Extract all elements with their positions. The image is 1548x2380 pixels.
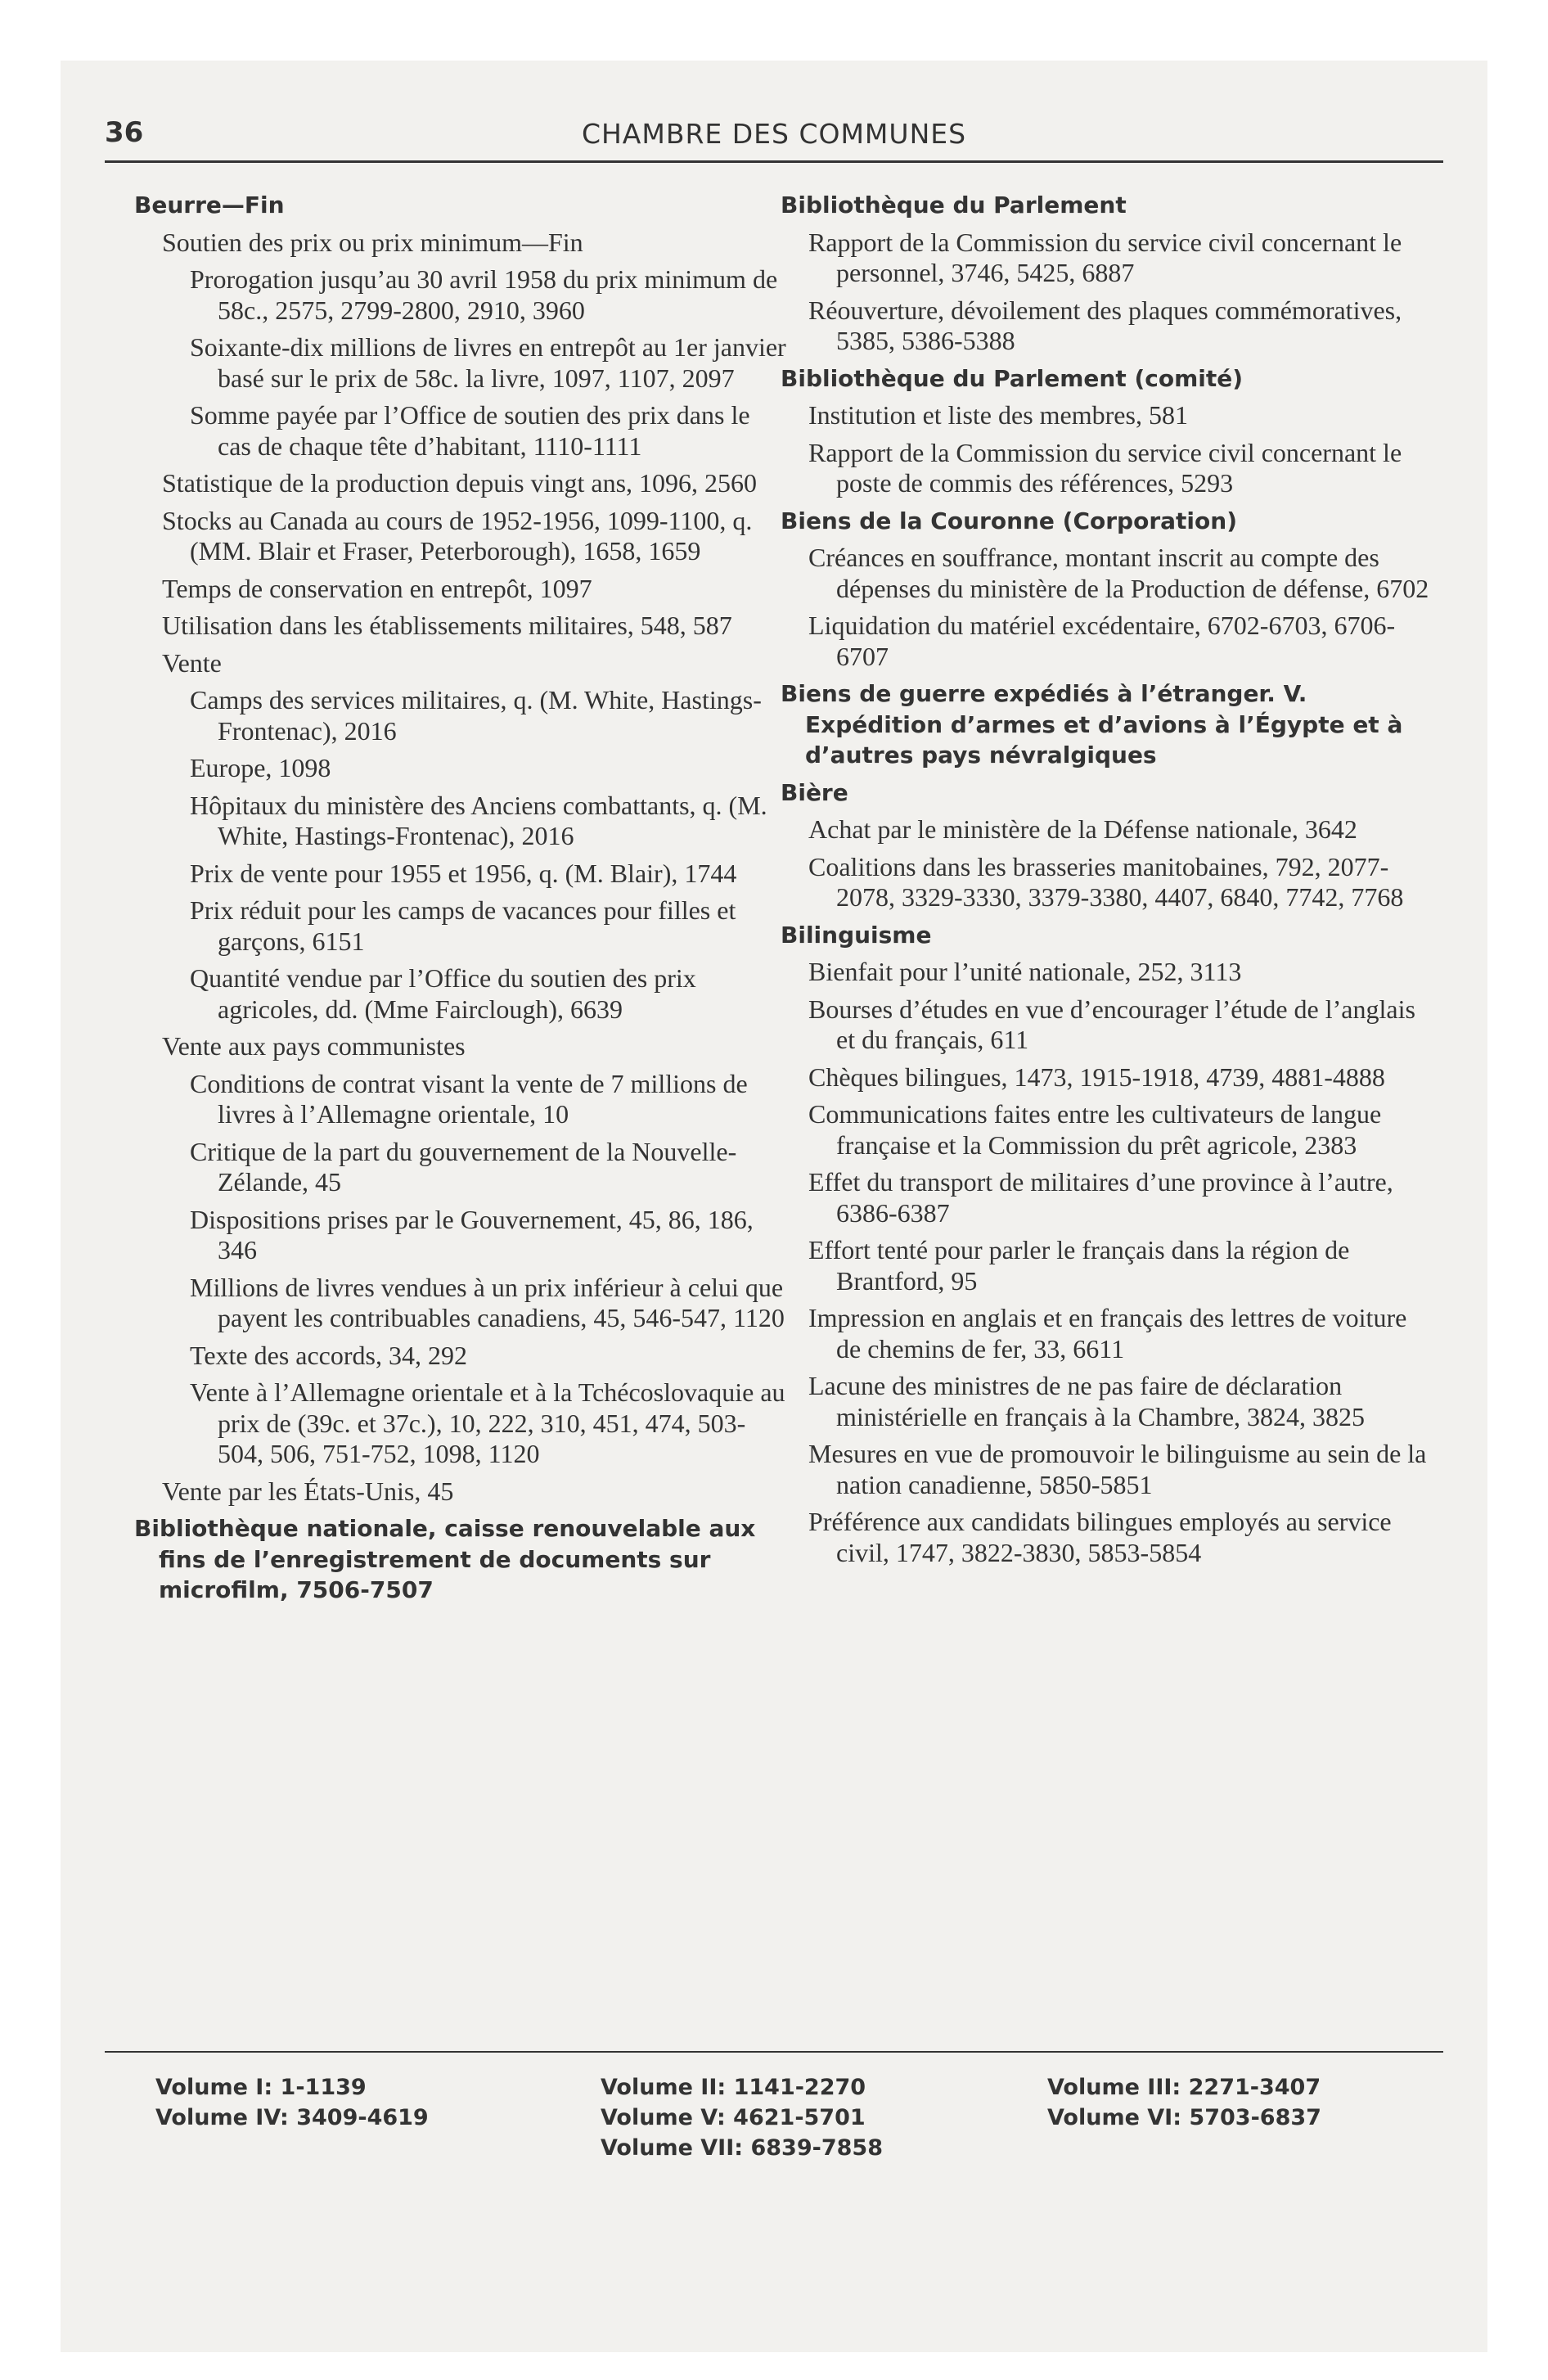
index-entry: Somme payée par l’Office de soutien des prix dans le cas de chaque tête d’habitant, 1110-1111 bbox=[190, 400, 750, 461]
index-entry: Effet du transport de militaires d’une province à l’autre, 6386-6387 bbox=[808, 1167, 1393, 1228]
index-heading: Bibliothèque du Parlement bbox=[781, 192, 1127, 219]
index-heading: Biens de guerre expédiés à l’étranger. V. Expédition d’armes et d’avions à l’Égypte et à d’autres pays névralgiques bbox=[781, 680, 1403, 769]
index-entry: Temps de conservation en entrepôt, 1097 bbox=[162, 573, 592, 603]
footer-rule bbox=[105, 2051, 1443, 2053]
index-entry: Effort tenté pour parler le français dans la région de Brantford, 95 bbox=[808, 1235, 1350, 1296]
index-heading: Bière bbox=[781, 778, 848, 806]
index-entry: Bourses d’études en vue d’encourager l’étude de l’anglais et du français, 611 bbox=[808, 994, 1415, 1054]
page-sheet bbox=[61, 61, 1487, 2352]
index-entry: Conditions de contrat visant la vente de 7 millions de livres à l’Allemagne orientale, 10 bbox=[190, 1068, 748, 1129]
index-heading: Beurre—Fin bbox=[134, 192, 285, 219]
index-entry: Statistique de la production depuis vingt ans, 1096, 2560 bbox=[162, 468, 758, 498]
left-column bbox=[134, 190, 789, 1612]
index-entry: Stocks au Canada au cours de 1952-1956, 1099-1100, q. (MM. Blair et Fraser, Peterborough), 1658, 1659 bbox=[162, 505, 753, 566]
index-entry: Rapport de la Commission du service civil concernant le personnel, 3746, 5425, 6887 bbox=[808, 227, 1402, 287]
index-entry: Millions de livres vendues à un prix inférieur à celui que payent les contribuables canadiens, 45, 546-547, 1120 bbox=[190, 1272, 785, 1332]
index-entry: Vente aux pays communistes bbox=[162, 1031, 466, 1061]
index-entry: Camps des services militaires, q. (M. White, Hastings-Frontenac), 2016 bbox=[190, 685, 762, 746]
index-entry: Soutien des prix ou prix minimum—Fin bbox=[162, 227, 583, 257]
index-entry: Soixante-dix millions de livres en entrepôt au 1er janvier basé sur le prix de 58c. la livre, 1097, 1107, 2097 bbox=[190, 332, 786, 393]
index-entry: Dispositions prises par le Gouvernement, 45, 86, 186, 346 bbox=[190, 1204, 754, 1264]
index-entry: Prix de vente pour 1955 et 1956, q. (M. Blair), 1744 bbox=[190, 858, 737, 888]
index-entry: Réouverture, dévoilement des plaques commémoratives, 5385, 5386-5388 bbox=[808, 295, 1402, 355]
index-entry: Prix réduit pour les camps de vacances pour filles et garçons, 6151 bbox=[190, 895, 736, 956]
index-heading: Bilinguisme bbox=[781, 921, 932, 949]
index-entry: Utilisation dans les établissements militaires, 548, 587 bbox=[162, 611, 732, 640]
page-number: 36 bbox=[105, 116, 144, 149]
index-entry: Europe, 1098 bbox=[190, 753, 331, 782]
index-entry: Bienfait pour l’unité nationale, 252, 3113 bbox=[808, 957, 1242, 986]
index-entry: Prorogation jusqu’au 30 avril 1958 du prix minimum de 58c., 2575, 2799-2800, 2910, 3960 bbox=[190, 264, 778, 325]
index-entry: Mesures en vue de promouvoir le bilinguisme au sein de la nation canadienne, 5850-5851 bbox=[808, 1439, 1427, 1499]
index-entry: Communications faites entre les cultivateurs de langue française et la Commission du prêt agricole, 2383 bbox=[808, 1099, 1382, 1160]
footer-volume: Volume VI: 5703-6837 bbox=[1047, 2105, 1321, 2130]
footer-volume: Volume VII: 6839-7858 bbox=[601, 2135, 883, 2161]
index-entry: Préférence aux candidats bilingues employés au service civil, 1747, 3822-3830, 5853-5854 bbox=[808, 1507, 1392, 1567]
footer-volumes-col2 bbox=[601, 2072, 883, 2163]
index-entry: Vente bbox=[162, 647, 222, 678]
index-entry: Institution et liste des membres, 581 bbox=[808, 400, 1188, 430]
right-column bbox=[781, 190, 1435, 1575]
header-rule bbox=[105, 160, 1443, 163]
footer-volume: Volume V: 4621-5701 bbox=[601, 2105, 866, 2130]
footer-volume: Volume II: 1141-2270 bbox=[601, 2075, 866, 2100]
index-entry: Rapport de la Commission du service civil concernant le poste de commis des références, 5293 bbox=[808, 437, 1402, 498]
index-entry: Texte des accords, 34, 292 bbox=[190, 1340, 467, 1370]
index-entry: Vente par les États-Unis, 45 bbox=[162, 1476, 454, 1506]
index-entry: Chèques bilingues, 1473, 1915-1918, 4739, 4881-4888 bbox=[808, 1062, 1385, 1092]
index-entry: Liquidation du matériel excédentaire, 6702-6703, 6706-6707 bbox=[808, 611, 1396, 671]
index-entry: Critique de la part du gouvernement de la Nouvelle-Zélande, 45 bbox=[190, 1136, 737, 1197]
footer-volume: Volume III: 2271-3407 bbox=[1047, 2075, 1321, 2100]
index-entry: Vente à l’Allemagne orientale et à la Tchécoslovaquie au prix de (39c. et 37c.), 10, 222, 310, 451, 474, 503-504, 506, 751-752, 1098, 1120 bbox=[190, 1377, 785, 1468]
index-entry: Quantité vendue par l’Office du soutien des prix agricoles, dd. (Mme Fairclough), 6639 bbox=[190, 963, 696, 1024]
index-entry: Coalitions dans les brasseries manitobaines, 792, 2077-2078, 3329-3330, 3379-3380, 4407, 6840, 7742, 7768 bbox=[808, 851, 1404, 912]
footer-volumes-col3 bbox=[1047, 2072, 1321, 2133]
index-heading: Biens de la Couronne (Corporation) bbox=[781, 507, 1237, 534]
footer-volume: Volume IV: 3409-4619 bbox=[155, 2105, 429, 2130]
index-entry: Achat par le ministère de la Défense nationale, 3642 bbox=[808, 814, 1357, 844]
index-entry: Impression en anglais et en français des lettres de voiture de chemins de fer, 33, 6611 bbox=[808, 1303, 1407, 1364]
index-entry: Créances en souffrance, montant inscrit au compte des dépenses du ministère de la Production de défense, 6702 bbox=[808, 543, 1429, 603]
footer-volume: Volume I: 1-1139 bbox=[155, 2075, 367, 2100]
index-entry: Hôpitaux du ministère des Anciens combattants, q. (M. White, Hastings-Frontenac), 2016 bbox=[190, 790, 767, 850]
running-head: CHAMBRE DES COMMUNES bbox=[581, 118, 967, 150]
footer-volumes-col1 bbox=[155, 2072, 429, 2133]
index-heading: Bibliothèque du Parlement (comité) bbox=[781, 364, 1244, 392]
index-entry: Lacune des ministres de ne pas faire de déclaration ministérielle en français à la Chambre, 3824, 3825 bbox=[808, 1371, 1366, 1431]
index-heading: Bibliothèque nationale, caisse renouvelable aux fins de l’enregistrement de documents sur microfilm, 7506-7507 bbox=[134, 1515, 756, 1603]
